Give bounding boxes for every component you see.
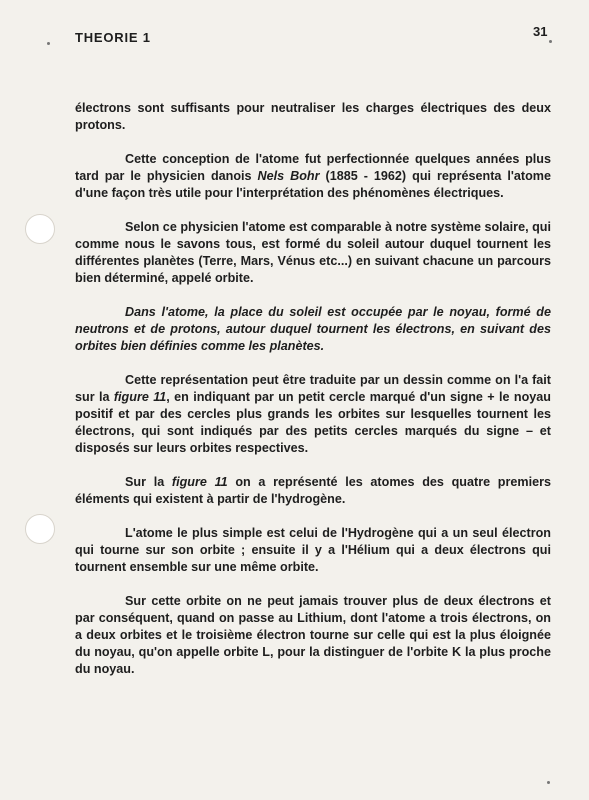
paragraph-text: L'atome le plus simple est celui de l'Hydrogène qui a un seul électron qui tourne sur son orbite ; ensuite il y a l'Hélium qui a deux électrons qui tournent ensemble sur une même orbite.: [75, 526, 551, 574]
paragraph-text: électrons sont suffisants pour neutraliser les charges électriques des deux protons.: [75, 101, 551, 132]
paragraph-emphasis: [75, 304, 551, 355]
paper-speck: [47, 42, 50, 45]
paragraph-text: Cette conception de l'atome fut perfectionnée quelques années plus tard par le physicien danois: [75, 152, 551, 183]
paragraph: [75, 100, 551, 134]
paper-speck: [549, 40, 552, 43]
body-text: [75, 100, 551, 695]
binder-hole-bottom: [25, 514, 55, 544]
paragraph: [75, 593, 551, 678]
paragraph: [75, 474, 551, 508]
paragraph: [75, 151, 551, 202]
paragraph-text: , en indiquant par un petit cercle marqué d'un signe + le noyau positif et par des cercles plus grands les orbites sur lesquelles tournent les électrons, qui sont indiqués par des petits cercles marqués du signe – et disposés sur leurs orbites respectives.: [75, 390, 551, 455]
paper-speck: [547, 781, 550, 784]
paragraph: [75, 372, 551, 457]
paragraph-text: Dans l'atome, la place du soleil est occupée par le noyau, formé de neutrons et de protons, autour duquel tournent les électrons, en suivant des orbites bien définies comme les planètes.: [75, 305, 551, 353]
paragraph-text: Cette représentation peut être traduite par un dessin comme on l'a fait sur la: [75, 373, 551, 404]
paragraph-text: (1885 - 1962) qui représenta l'atome d'une façon très utile pour l'interprétation des phénomènes électriques.: [75, 169, 551, 200]
paragraph: [75, 525, 551, 576]
paragraph-text: Selon ce physicien l'atome est comparable à notre système solaire, qui comme nous le savons tous, est formé du soleil autour duquel tournent les différentes planètes (Terre, Mars, Vénus etc...) en suivant chacune un parcours bien déterminé, appelé orbite.: [75, 220, 551, 285]
paragraph: [75, 219, 551, 287]
binder-hole-top: [25, 214, 55, 244]
figure-reference: figure 11: [113, 390, 167, 404]
page-number: 31: [533, 24, 548, 39]
paragraph-text: Sur cette orbite on ne peut jamais trouver plus de deux électrons et par conséquent, quand on passe au Lithium, dont l'atome a trois électrons, on a deux orbites et le troisième électron tourne sur celle qui est la plus éloignée du noyau, qu'on appelle orbite L, pour la distinguer de l'orbite K la plus proche du noyau.: [75, 594, 551, 676]
paragraph-text: on a représenté les atomes des quatre premiers éléments qui existent à partir de l'hydrogène.: [75, 475, 552, 506]
figure-reference: figure 11: [171, 475, 228, 489]
section-title: THEORIE 1: [75, 30, 151, 45]
paragraph-text: Sur la: [125, 475, 172, 489]
person-name: Nels Bohr: [257, 169, 320, 183]
